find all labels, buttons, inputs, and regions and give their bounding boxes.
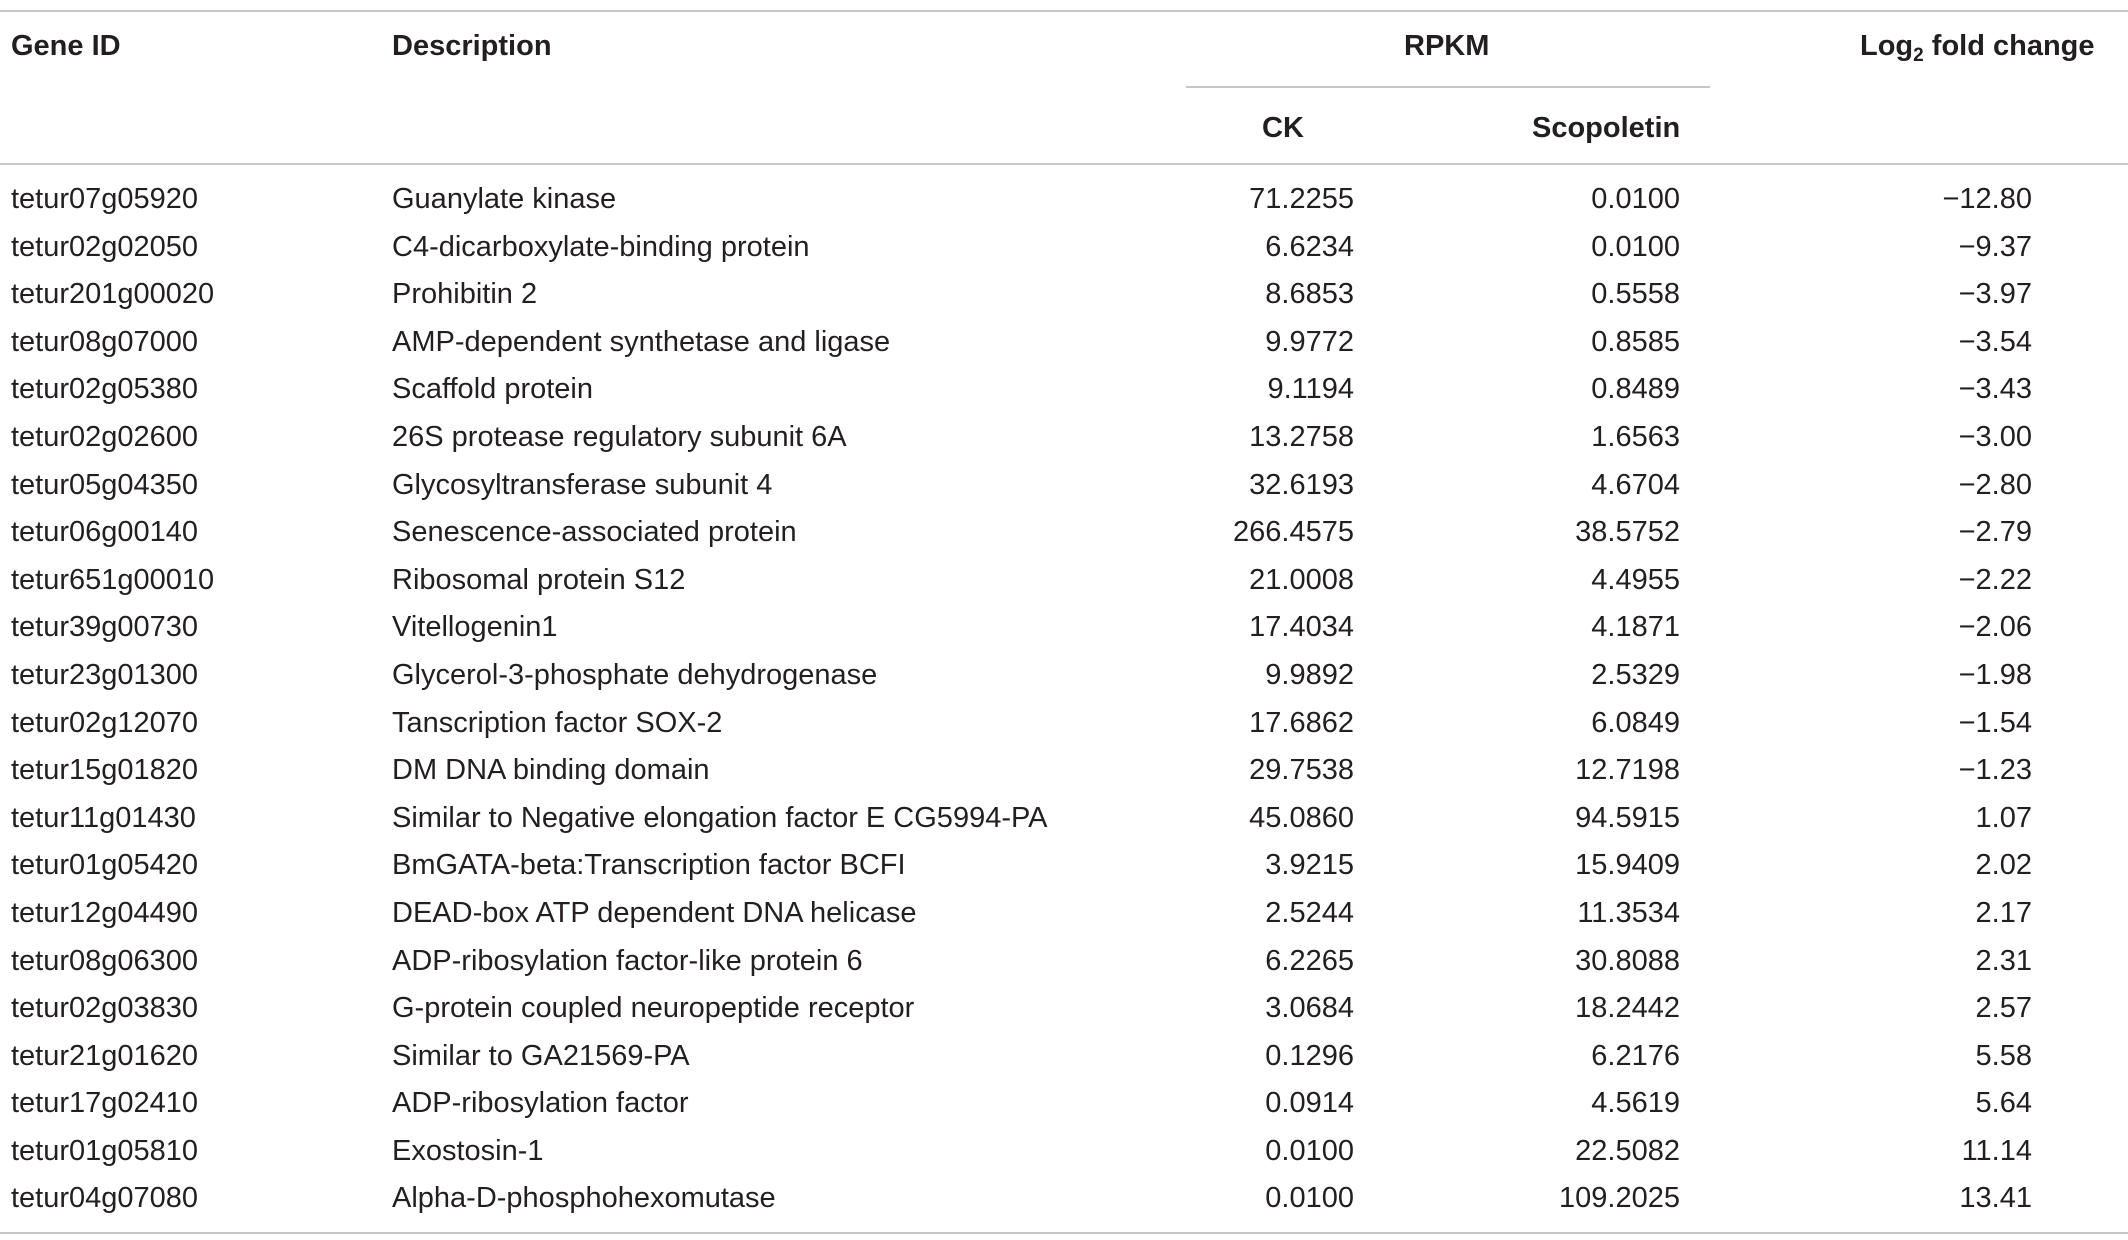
- gene-id-cell: tetur21g01620: [11, 1039, 199, 1072]
- ck-value-cell: 8.6853: [1265, 278, 1354, 311]
- fold-change-cell: 13.41: [1959, 1182, 2032, 1215]
- fold-change-cell: 2.17: [1975, 896, 2032, 929]
- fold-change-cell: 2.57: [1975, 992, 2032, 1025]
- ck-value-cell: 32.6193: [1249, 468, 1354, 501]
- table-row: [0, 842, 2128, 890]
- fold-change-cell: −2.22: [1958, 563, 2032, 596]
- ck-value-cell: 6.2265: [1265, 944, 1354, 977]
- table-row: [0, 224, 2128, 272]
- table-row: [0, 462, 2128, 510]
- header-log-suffix: fold change: [1923, 30, 2095, 62]
- description-cell: DM DNA binding domain: [392, 754, 710, 787]
- fold-change-cell: −2.80: [1958, 468, 2032, 501]
- table-row: [0, 795, 2128, 843]
- gene-id-cell: tetur02g02600: [11, 420, 199, 453]
- fold-change-cell: −1.98: [1958, 658, 2032, 691]
- header-log-prefix: Log: [1860, 30, 1914, 62]
- description-cell: Similar to GA21569-PA: [392, 1039, 690, 1072]
- description-cell: BmGATA-beta:Transcription factor BCFI: [392, 849, 906, 882]
- fold-change-cell: −3.00: [1958, 420, 2032, 453]
- ck-value-cell: 3.9215: [1265, 849, 1354, 882]
- table-row: [0, 1033, 2128, 1081]
- table-bottom-rule: [0, 1232, 2128, 1234]
- scopoletin-value-cell: 4.1871: [1591, 611, 1680, 644]
- ck-value-cell: 45.0860: [1249, 801, 1354, 834]
- description-cell: ADP-ribosylation factor-like protein 6: [392, 944, 863, 977]
- description-cell: Exostosin-1: [392, 1134, 544, 1167]
- table-row: [0, 604, 2128, 652]
- description-cell: Similar to Negative elongation factor E CG5994-PA: [392, 801, 1048, 834]
- table-row: [0, 1080, 2128, 1128]
- header-rpkm: RPKM: [1404, 30, 1490, 62]
- description-cell: Guanylate kinase: [392, 183, 617, 215]
- description-cell: DEAD-box ATP dependent DNA helicase: [392, 896, 917, 929]
- ck-value-cell: 266.4575: [1233, 516, 1354, 549]
- table-row: [0, 938, 2128, 986]
- gene-id-cell: tetur11g01430: [11, 801, 196, 834]
- description-cell: C4-dicarboxylate-binding protein: [392, 230, 810, 263]
- description-cell: AMP-dependent synthetase and ligase: [392, 325, 891, 358]
- fold-change-cell: −3.54: [1958, 325, 2032, 358]
- table-row: [0, 890, 2128, 938]
- fold-change-cell: 5.58: [1975, 1039, 2032, 1072]
- gene-id-cell: tetur17g02410: [11, 1087, 199, 1120]
- description-cell: Scaffold protein: [392, 373, 593, 406]
- gene-id-cell: tetur02g05380: [11, 373, 199, 406]
- ck-value-cell: 0.0100: [1265, 1134, 1354, 1167]
- description-cell: 26S protease regulatory subunit 6A: [392, 420, 847, 453]
- scopoletin-value-cell: 30.8088: [1575, 944, 1680, 977]
- ck-value-cell: 0.0914: [1265, 1087, 1354, 1120]
- ck-value-cell: 9.1194: [1267, 373, 1354, 406]
- description-cell: Glycerol-3-phosphate dehydrogenase: [392, 658, 878, 691]
- ck-value-cell: 17.4034: [1249, 611, 1354, 644]
- table-row: [0, 366, 2128, 414]
- ck-value-cell: 71.2255: [1249, 183, 1354, 215]
- header-log-subscript: 2: [1913, 45, 1924, 66]
- table-row: [0, 652, 2128, 700]
- fold-change-cell: −9.37: [1958, 230, 2032, 263]
- scopoletin-value-cell: 1.6563: [1591, 420, 1680, 453]
- fold-change-cell: 2.31: [1975, 944, 2032, 977]
- description-cell: Prohibitin 2: [392, 278, 538, 311]
- fold-change-cell: 1.07: [1975, 801, 2032, 834]
- scopoletin-value-cell: 94.5915: [1575, 801, 1680, 834]
- ck-value-cell: 29.7538: [1249, 754, 1354, 787]
- fold-change-cell: 11.14: [1961, 1134, 2032, 1167]
- scopoletin-value-cell: 22.5082: [1575, 1134, 1680, 1167]
- scopoletin-value-cell: 18.2442: [1575, 992, 1680, 1025]
- description-cell: Vitellogenin1: [392, 611, 558, 644]
- scopoletin-value-cell: 0.8585: [1591, 325, 1680, 358]
- header-log2-fold-change: [1860, 29, 2095, 66]
- scopoletin-value-cell: 6.0849: [1591, 706, 1680, 739]
- description-cell: ADP-ribosylation factor: [392, 1087, 689, 1120]
- gene-id-cell: tetur04g07080: [11, 1182, 199, 1215]
- description-cell: Alpha-D-phosphohexomutase: [392, 1182, 776, 1215]
- table-row: [0, 509, 2128, 557]
- table-row: [0, 747, 2128, 795]
- table-row: [0, 319, 2128, 367]
- scopoletin-value-cell: 0.5558: [1591, 278, 1680, 311]
- description-cell: Ribosomal protein S12: [392, 563, 686, 596]
- gene-id-cell: tetur05g04350: [11, 468, 199, 501]
- scopoletin-value-cell: 6.2176: [1591, 1039, 1680, 1072]
- ck-value-cell: 21.0008: [1249, 563, 1354, 596]
- gene-id-cell: tetur15g01820: [11, 754, 199, 787]
- header-gene-id: Gene ID: [11, 30, 121, 62]
- header-scopoletin: Scopoletin: [1532, 112, 1681, 144]
- ck-value-cell: 17.6862: [1249, 706, 1354, 739]
- table-row: [0, 1128, 2128, 1176]
- header-description: Description: [392, 30, 552, 62]
- gene-id-cell: tetur201g00020: [11, 278, 215, 311]
- fold-change-cell: −2.79: [1958, 516, 2032, 549]
- table-top-rule: [0, 10, 2128, 12]
- gene-id-cell: tetur12g04490: [11, 896, 199, 929]
- fold-change-cell: −3.97: [1958, 278, 2032, 311]
- table-row: [0, 700, 2128, 748]
- description-cell: Senescence-associated protein: [392, 516, 797, 549]
- fold-change-cell: −3.43: [1958, 373, 2032, 406]
- ck-value-cell: 0.1296: [1265, 1039, 1354, 1072]
- header-ck: CK: [1262, 112, 1304, 144]
- scopoletin-value-cell: 12.7198: [1575, 754, 1680, 787]
- table-row: [0, 1175, 2128, 1223]
- fold-change-cell: 2.02: [1975, 849, 2032, 882]
- scopoletin-value-cell: 0.0100: [1591, 230, 1680, 263]
- scopoletin-value-cell: 4.5619: [1591, 1087, 1680, 1120]
- scopoletin-value-cell: 109.2025: [1559, 1182, 1680, 1215]
- ck-value-cell: 0.0100: [1265, 1182, 1354, 1215]
- gene-id-cell: tetur08g07000: [11, 325, 199, 358]
- fold-change-cell: 5.64: [1975, 1087, 2032, 1120]
- gene-id-cell: tetur01g05810: [11, 1134, 199, 1167]
- description-cell: G-protein coupled neuropeptide receptor: [392, 992, 915, 1025]
- gene-id-cell: tetur39g00730: [11, 611, 199, 644]
- table-row: [0, 176, 2128, 224]
- gene-id-cell: tetur08g06300: [11, 944, 199, 977]
- table-row: [0, 985, 2128, 1033]
- table-body: [0, 176, 2128, 1223]
- gene-id-cell: tetur02g02050: [11, 230, 199, 263]
- scopoletin-value-cell: 0.8489: [1591, 373, 1680, 406]
- fold-change-cell: −12.80: [1942, 183, 2032, 215]
- ck-value-cell: 9.9772: [1265, 325, 1354, 358]
- table-row: [0, 557, 2128, 605]
- header-bottom-rule: [0, 163, 2128, 165]
- gene-id-cell: tetur02g12070: [11, 706, 199, 739]
- scopoletin-value-cell: 38.5752: [1575, 516, 1680, 549]
- table-row: [0, 414, 2128, 462]
- scopoletin-value-cell: 15.9409: [1575, 849, 1680, 882]
- gene-id-cell: tetur651g00010: [11, 563, 215, 596]
- scopoletin-value-cell: 0.0100: [1591, 183, 1680, 215]
- gene-id-cell: tetur07g05920: [11, 183, 199, 215]
- gene-id-cell: tetur01g05420: [11, 849, 199, 882]
- scopoletin-value-cell: 4.6704: [1591, 468, 1680, 501]
- ck-value-cell: 13.2758: [1249, 420, 1354, 453]
- scopoletin-value-cell: 4.4955: [1591, 563, 1680, 596]
- ck-value-cell: 3.0684: [1265, 992, 1354, 1025]
- ck-value-cell: 6.6234: [1265, 230, 1354, 263]
- rpkm-group-rule: [1186, 86, 1710, 88]
- gene-id-cell: tetur02g03830: [11, 992, 199, 1025]
- table-row: [0, 271, 2128, 319]
- fold-change-cell: −1.23: [1958, 754, 2032, 787]
- gene-id-cell: tetur06g00140: [11, 516, 199, 549]
- description-cell: Glycosyltransferase subunit 4: [392, 468, 773, 501]
- description-cell: Tanscription factor SOX-2: [392, 706, 723, 739]
- ck-value-cell: 2.5244: [1265, 896, 1354, 929]
- gene-id-cell: tetur23g01300: [11, 658, 199, 691]
- fold-change-cell: −2.06: [1958, 611, 2032, 644]
- scopoletin-value-cell: 2.5329: [1591, 658, 1680, 691]
- fold-change-cell: −1.54: [1958, 706, 2032, 739]
- ck-value-cell: 9.9892: [1265, 658, 1354, 691]
- scopoletin-value-cell: 11.3534: [1577, 896, 1680, 929]
